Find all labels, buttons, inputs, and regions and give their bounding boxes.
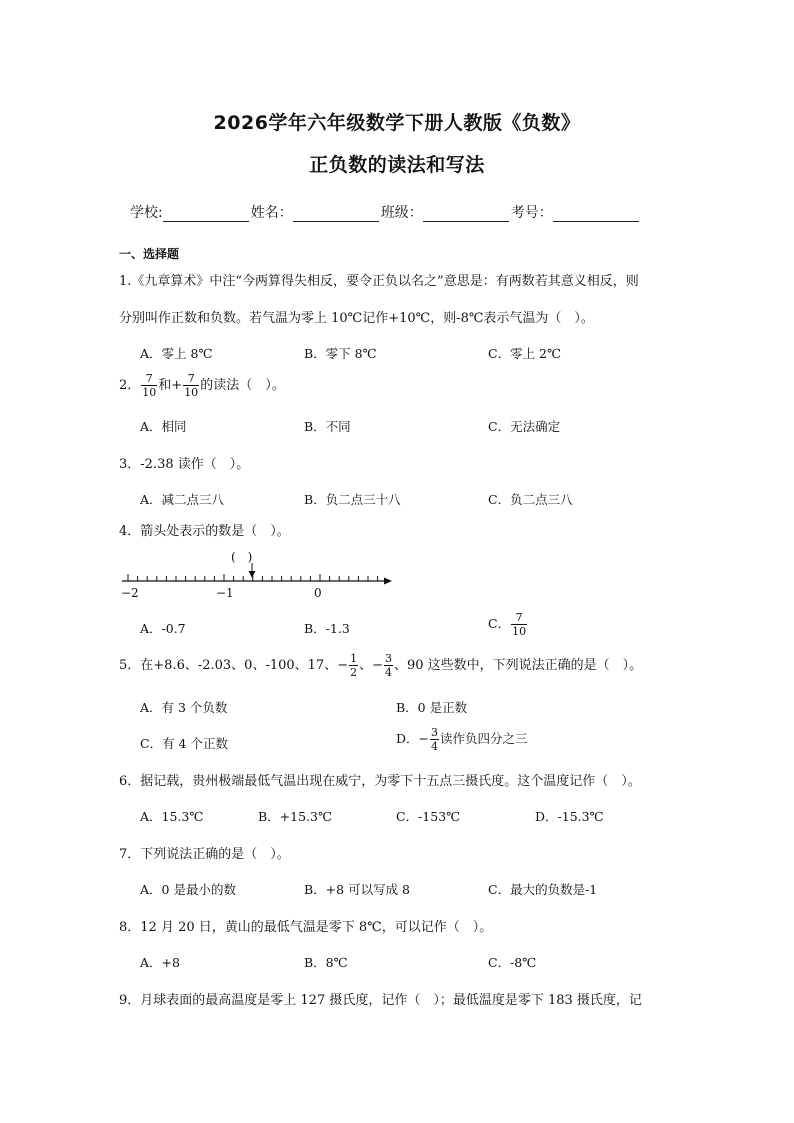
school-blank[interactable] <box>163 205 249 222</box>
question-1-option-b[interactable]: B．零下 8℃ <box>304 346 377 361</box>
axis-label-0: 0 <box>314 586 322 600</box>
name-label: 姓名： <box>250 205 293 221</box>
student-info-row <box>130 202 641 222</box>
page-title: 2026学年六年级数学下册人教版《负数》 <box>213 112 581 134</box>
fraction: $\frac{1}{2}$ <box>350 652 358 679</box>
question-7-option-a[interactable]: A．0 是最小的数 <box>140 882 236 897</box>
question-5-text: 5．在+8.6、-2.03、0、-100、17、− $\frac{1}{2}$ 、− $\frac{3}{4}$ 、90 这些数中，下列说法正确的是（ ）。 <box>119 652 643 679</box>
question-3-text: 3．-2.38 读作（ ）。 <box>119 457 250 472</box>
question-3-option-b[interactable]: B．负二点三十八 <box>304 492 401 507</box>
question-4-option-a[interactable]: A．-0.7 <box>140 621 186 636</box>
question-4-option-c[interactable]: C． $\frac{7}{10}$ <box>488 611 527 638</box>
page-subtitle: 正负数的读法和写法 <box>309 154 485 176</box>
question-4-text: 4．箭头处表示的数是（ ）。 <box>119 524 290 539</box>
fraction: $\frac{7}{10}$ <box>184 372 199 399</box>
question-8-option-b[interactable]: B．8℃ <box>304 955 348 970</box>
fraction: $\frac{7}{10}$ <box>512 611 527 638</box>
school-label: 学校: <box>130 205 163 221</box>
question-4-option-b[interactable]: B．-1.3 <box>304 621 350 636</box>
section-title: 一、选择题 <box>119 247 180 261</box>
question-8-option-c[interactable]: C．-8℃ <box>488 955 537 970</box>
question-2-option-a[interactable]: A．相同 <box>140 419 187 434</box>
answer-paren: ( ) <box>231 550 253 564</box>
question-9-text: 9．月球表面的最高温度是零上 127 摄氏度，记作（ ）；最低温度是零下 183 摄氏度，记 <box>119 993 642 1008</box>
question-5-option-c[interactable]: C．有 4 个正数 <box>140 736 228 751</box>
fraction: $\frac{3}{4}$ <box>431 726 438 753</box>
fraction: $\frac{3}{4}$ <box>385 652 392 679</box>
axis-label-minus-1: −1 <box>216 586 234 600</box>
name-blank[interactable] <box>293 205 379 222</box>
question-2-option-b[interactable]: B．不同 <box>304 419 351 434</box>
question-8-text: 8．12 月 20 日，黄山的最低气温是零下 8℃，可以记作（ ）。 <box>119 920 493 935</box>
axis-arrow-icon <box>384 578 392 585</box>
question-5-option-b[interactable]: B．0 是正数 <box>396 700 468 715</box>
number-line <box>118 545 408 605</box>
question-1-option-a[interactable]: A．零上 8℃ <box>140 346 213 361</box>
axis-label-minus-2: −2 <box>121 586 139 600</box>
exam-number-blank[interactable] <box>553 205 639 222</box>
question-3-option-a[interactable]: A．减二点三八 <box>140 492 225 507</box>
question-8-option-a[interactable]: A．+8 <box>140 955 180 970</box>
exam-number-label: 考号： <box>510 205 553 221</box>
question-7-option-b[interactable]: B．+8 可以写成 8 <box>304 882 411 897</box>
fraction: $\frac{7}{10}$ <box>142 372 157 399</box>
question-6-option-c[interactable]: C．-153℃ <box>396 809 461 824</box>
question-1-line-1: 1.《九章算术》中注“今两算得失相反，要令正负以名之”意思是：有两数若其意义相反，则 <box>119 274 639 289</box>
class-blank[interactable] <box>423 205 509 222</box>
question-6-text: 6．据记载，贵州极端最低气温出现在威宁，为零下十五点三摄氏度。这个温度记作（ ）。 <box>119 774 641 789</box>
question-1-option-c[interactable]: C．零上 2℃ <box>488 346 561 361</box>
question-2-text: 2． $\frac{7}{10}$ 和+ $\frac{7}{10}$ 的读法（ ）。 <box>119 372 285 399</box>
question-7-text: 7．下列说法正确的是（ ）。 <box>119 847 290 862</box>
question-3-option-c[interactable]: C．负二点三八 <box>488 492 573 507</box>
arrow-marker <box>249 563 256 578</box>
question-2-option-c[interactable]: C．无法确定 <box>488 419 561 434</box>
question-7-option-c[interactable]: C．最大的负数是-1 <box>488 882 598 897</box>
question-6-option-d[interactable]: D．-15.3℃ <box>535 809 604 824</box>
question-5-option-d[interactable]: D．− $\frac{3}{4}$ 读作负四分之三 <box>396 726 528 753</box>
question-5-option-a[interactable]: A．有 3 个负数 <box>140 700 228 715</box>
question-6-option-b[interactable]: B．+15.3℃ <box>258 809 332 824</box>
question-1-line-2: 分别叫作正数和负数。若气温为零上 10℃记作+10℃，则-8℃表示气温为（ ）。 <box>119 311 594 326</box>
question-6-option-a[interactable]: A．15.3℃ <box>140 809 204 824</box>
class-label: 班级： <box>380 205 423 221</box>
